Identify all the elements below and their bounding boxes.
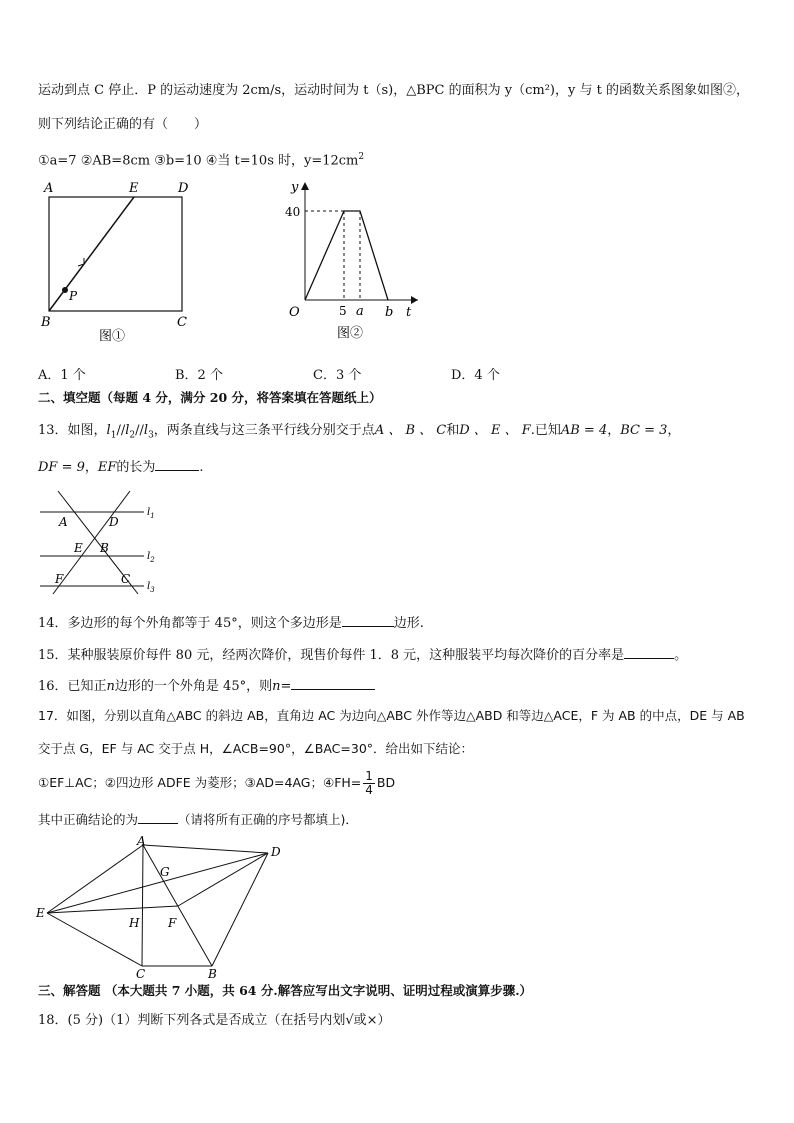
figure-1-rectangle bbox=[38, 176, 198, 344]
q13-fig-d: D bbox=[109, 515, 119, 529]
q16-answer-blank[interactable] bbox=[291, 677, 375, 690]
q17-frac-den: 4 bbox=[365, 783, 373, 797]
fig2-label-40: 40 bbox=[285, 205, 301, 219]
q17-fig-c: C bbox=[136, 967, 146, 981]
q17-fig-h: H bbox=[129, 916, 140, 930]
fig2-label-o: O bbox=[289, 305, 300, 320]
q17-fig-a: A bbox=[137, 836, 146, 848]
q13-period: . bbox=[199, 460, 204, 475]
q12-line1: 运动到点 C 停止．P 的运动速度为 2cm/s，运动时间为 t（s)，△BPC 的面积为 y（cm²)，y 与 t 的函数关系图象如图②， bbox=[38, 83, 749, 98]
section-3-heading: 三、解答题 （本大题共 7 小题，共 64 分.解答应写出文字说明、证明过程或演算步骤.） bbox=[38, 983, 533, 998]
q13-l2: l bbox=[125, 423, 130, 438]
q17-bd: BD bbox=[376, 775, 396, 790]
q17-fraction bbox=[363, 770, 375, 797]
q13-ab: AB = 4 bbox=[560, 423, 608, 438]
q13-l1-sub: 1 bbox=[110, 430, 117, 441]
q13-ef: EF bbox=[97, 460, 117, 475]
q17-line2: 交于点 G，EF 与 AC 交于点 H，∠ACB=90°，∠BAC=30°．给出如下结论： bbox=[38, 741, 474, 756]
q14-text: 14．多边形的每个外角都等于 45°，则这个多边形是 bbox=[38, 616, 342, 631]
figure-2-graph bbox=[280, 176, 430, 346]
q17-tail: （请将所有正确的序号都填上)． bbox=[178, 812, 358, 827]
figure-q17-triangles bbox=[34, 836, 294, 982]
q13-par2: // bbox=[135, 423, 144, 438]
option-b: B．2 个 bbox=[175, 368, 223, 383]
q17-fig-b: B bbox=[208, 967, 217, 981]
q12-line3-sup: 2 bbox=[358, 152, 365, 162]
fig2-label-y: y bbox=[291, 180, 299, 195]
q13-fig-l1: l bbox=[147, 507, 151, 518]
q17-prompt: 其中正确结论的为 bbox=[38, 812, 139, 827]
q13-and: 和 bbox=[446, 423, 460, 438]
option-d: D．4 个 bbox=[451, 368, 500, 383]
q13-l1: l bbox=[106, 423, 111, 438]
fig2-label-b: b bbox=[385, 305, 394, 320]
q17-fig-d: D bbox=[271, 845, 281, 859]
q16-n: n bbox=[106, 679, 115, 694]
q13-line2 bbox=[38, 458, 204, 477]
q13-fig-f: F bbox=[55, 572, 64, 586]
q13-fig-a: A bbox=[59, 515, 68, 529]
svg-text:l2 bbox=[147, 551, 155, 564]
option-c: C．3 个 bbox=[313, 368, 362, 383]
fig1-label-c: C bbox=[177, 315, 187, 330]
q17-fig-f: F bbox=[168, 916, 177, 930]
q13-fig-e: E bbox=[74, 541, 83, 555]
q13-fig-l3: l bbox=[147, 581, 151, 592]
q13-line1 bbox=[38, 422, 680, 445]
q13-fig-b: B bbox=[100, 541, 109, 555]
svg-text:l3 bbox=[147, 581, 155, 594]
q13-answer-blank[interactable] bbox=[155, 458, 199, 471]
q16-mid: 边形的一个外角是 45°，则 bbox=[114, 679, 273, 694]
q13-bc: BC = 3 bbox=[620, 423, 668, 438]
fig1-label-e: E bbox=[129, 181, 139, 196]
q13-prefix: 13．如图， bbox=[38, 423, 107, 438]
q13-fig-l2: l bbox=[147, 551, 151, 562]
q13-fig-l2-sub: 2 bbox=[150, 556, 155, 564]
q13-l3-sub: 3 bbox=[148, 430, 154, 441]
q17-line4 bbox=[38, 811, 358, 829]
figure-q13-parallel-lines bbox=[38, 486, 168, 598]
q13-points-def: D 、 E 、 F bbox=[459, 423, 531, 438]
q12-line2: 则下列结论正确的有（ ） bbox=[38, 117, 208, 132]
fig2-label-5: 5 bbox=[339, 304, 347, 318]
q17-fig-e: E bbox=[36, 906, 45, 920]
q15-tail: 。 bbox=[674, 648, 688, 663]
q16-text: 16．已知正 bbox=[38, 679, 107, 694]
q17-conclusions: ①EF⊥AC；②四边形 ADFE 为菱形；③AD=4AG；④FH= bbox=[38, 775, 362, 790]
fig2-label-t: t bbox=[406, 305, 412, 320]
q15 bbox=[38, 646, 687, 665]
q13-l3: l bbox=[143, 423, 149, 438]
q13-text: ，两条直线与这三条平行线分别交于点 bbox=[153, 423, 375, 438]
option-a: A．1 个 bbox=[38, 368, 86, 383]
q17-fig-g: G bbox=[160, 865, 170, 879]
q17-answer-blank[interactable] bbox=[138, 811, 178, 824]
q13-comma3: ， bbox=[84, 460, 98, 475]
svg-text:l1 bbox=[147, 507, 155, 520]
q16 bbox=[38, 677, 375, 696]
q14-answer-blank[interactable] bbox=[342, 614, 394, 627]
fig1-label-b: B bbox=[41, 315, 51, 330]
q13-fig-l1-sub: 1 bbox=[150, 512, 155, 520]
fig2-label-a: a bbox=[356, 304, 364, 319]
q14 bbox=[38, 614, 424, 633]
fig1-label-a: A bbox=[44, 181, 54, 196]
fig1-label-d: D bbox=[178, 181, 189, 196]
q16-eq: = bbox=[280, 679, 292, 694]
fig1-label-p: P bbox=[69, 289, 78, 303]
q13-length: 的长为 bbox=[116, 460, 156, 475]
q13-l2-sub: 2 bbox=[129, 430, 136, 441]
q13-df: DF = 9 bbox=[38, 460, 85, 475]
q12-line3 bbox=[38, 148, 364, 170]
q14-tail: 边形. bbox=[393, 616, 424, 631]
section-2-heading: 二、填空题（每题 4 分，满分 20 分，将答案填在答题纸上） bbox=[38, 390, 382, 405]
q13-fig-c: C bbox=[121, 572, 131, 586]
q13-known: .已知 bbox=[530, 423, 561, 438]
fig1-caption: 图① bbox=[99, 329, 126, 344]
q15-text: 15．某种服装原价每件 80 元，经两次降价，现售价每件 1．8 元，这种服装平均每次降价的百分率是 bbox=[38, 648, 625, 663]
q15-answer-blank[interactable] bbox=[624, 646, 674, 659]
q17-line3 bbox=[38, 768, 395, 798]
q13-points-abc: A 、 B 、 C bbox=[374, 423, 447, 438]
q13-fig-l3-sub: 3 bbox=[150, 586, 155, 594]
q13-par1: // bbox=[116, 423, 126, 438]
q13-comma2: ， bbox=[667, 423, 681, 438]
q18: 18．(5 分)（1）判断下列各式是否成立（在括号内划√或×） bbox=[38, 1013, 391, 1028]
q16-n2: n bbox=[272, 679, 281, 694]
q12-line3-text: ①a=7 ②AB=8cm ③b=10 ④当 t=10s 时，y=12cm bbox=[38, 153, 359, 169]
q17-frac-num: 1 bbox=[365, 769, 373, 783]
q17-line1: 17．如图，分别以直角△ABC 的斜边 AB，直角边 AC 为边向△ABC 外作等边△ABD 和等边△ACE，F 为 AB 的中点，DE 与 AB bbox=[38, 708, 745, 723]
fig2-caption: 图② bbox=[337, 326, 364, 341]
q13-comma: ， bbox=[607, 423, 621, 438]
